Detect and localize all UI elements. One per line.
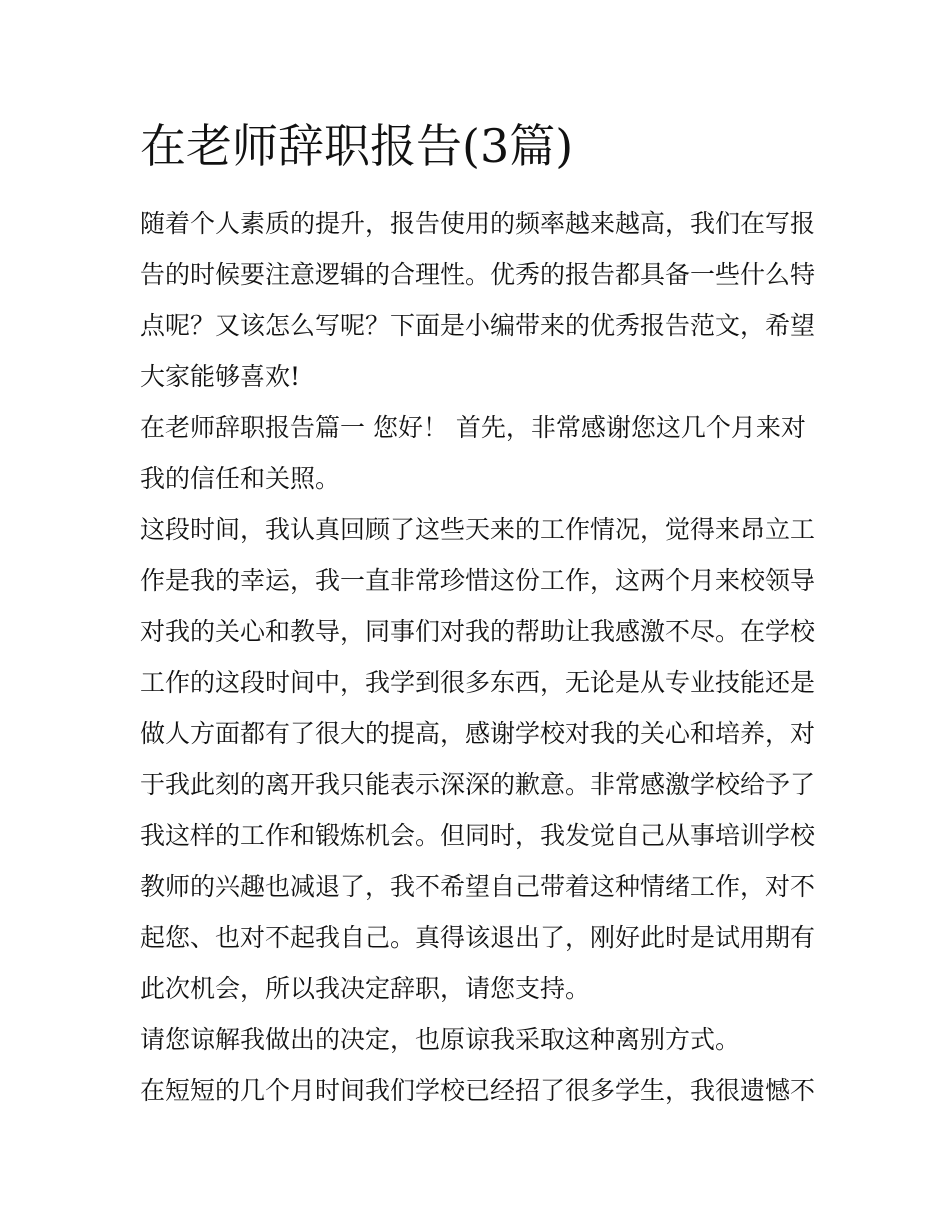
- document-body: [140, 198, 816, 1116]
- text-line: 在短短的几个月时间我们学校已经招了很多学生，我很遗憾不: [140, 1076, 816, 1105]
- text-line: 做人方面都有了很大的提高，感谢学校对我的关心和培养，对: [140, 719, 816, 748]
- text-line: 我的信任和关照。: [140, 464, 341, 493]
- text-line: 大家能够喜欢!: [140, 362, 301, 391]
- text-line: 作是我的幸运，我一直非常珍惜这份工作，这两个月来校领导: [140, 566, 816, 595]
- text-line: 这段时间，我认真回顾了这些天来的工作情况，觉得来昂立工: [140, 515, 816, 544]
- text-line: 我这样的工作和锻炼机会。但同时，我发觉自己从事培训学校: [140, 821, 816, 850]
- text-line: 工作的这段时间中，我学到很多东西，无论是从专业技能还是: [140, 668, 816, 697]
- text-line: 告的时候要注意逻辑的合理性。优秀的报告都具备一些什么特: [140, 260, 816, 289]
- text-line: 请您谅解我做出的决定，也原谅我采取这种离别方式。: [140, 1025, 741, 1054]
- document-title: 在老师辞职报告(3篇): [140, 119, 574, 173]
- text-line: 于我此刻的离开我只能表示深深的歉意。非常感激学校给予了: [140, 770, 816, 799]
- text-line: 点呢？又该怎么写呢？下面是小编带来的优秀报告范文，希望: [140, 311, 816, 340]
- text-line: 此次机会，所以我决定辞职，请您支持。: [140, 974, 591, 1003]
- text-line: 教师的兴趣也减退了，我不希望自己带着这种情绪工作，对不: [140, 872, 816, 901]
- text-line: 随着个人素质的提升，报告使用的频率越来越高，我们在写报: [140, 209, 816, 238]
- text-line: 在老师辞职报告篇一 您好！ 首先，非常感谢您这几个月来对: [140, 413, 806, 442]
- text-line: 对我的关心和教导，同事们对我的帮助让我感激不尽。在学校: [140, 617, 816, 646]
- text-line: 起您、也对不起我自己。真得该退出了，刚好此时是试用期有: [140, 923, 816, 952]
